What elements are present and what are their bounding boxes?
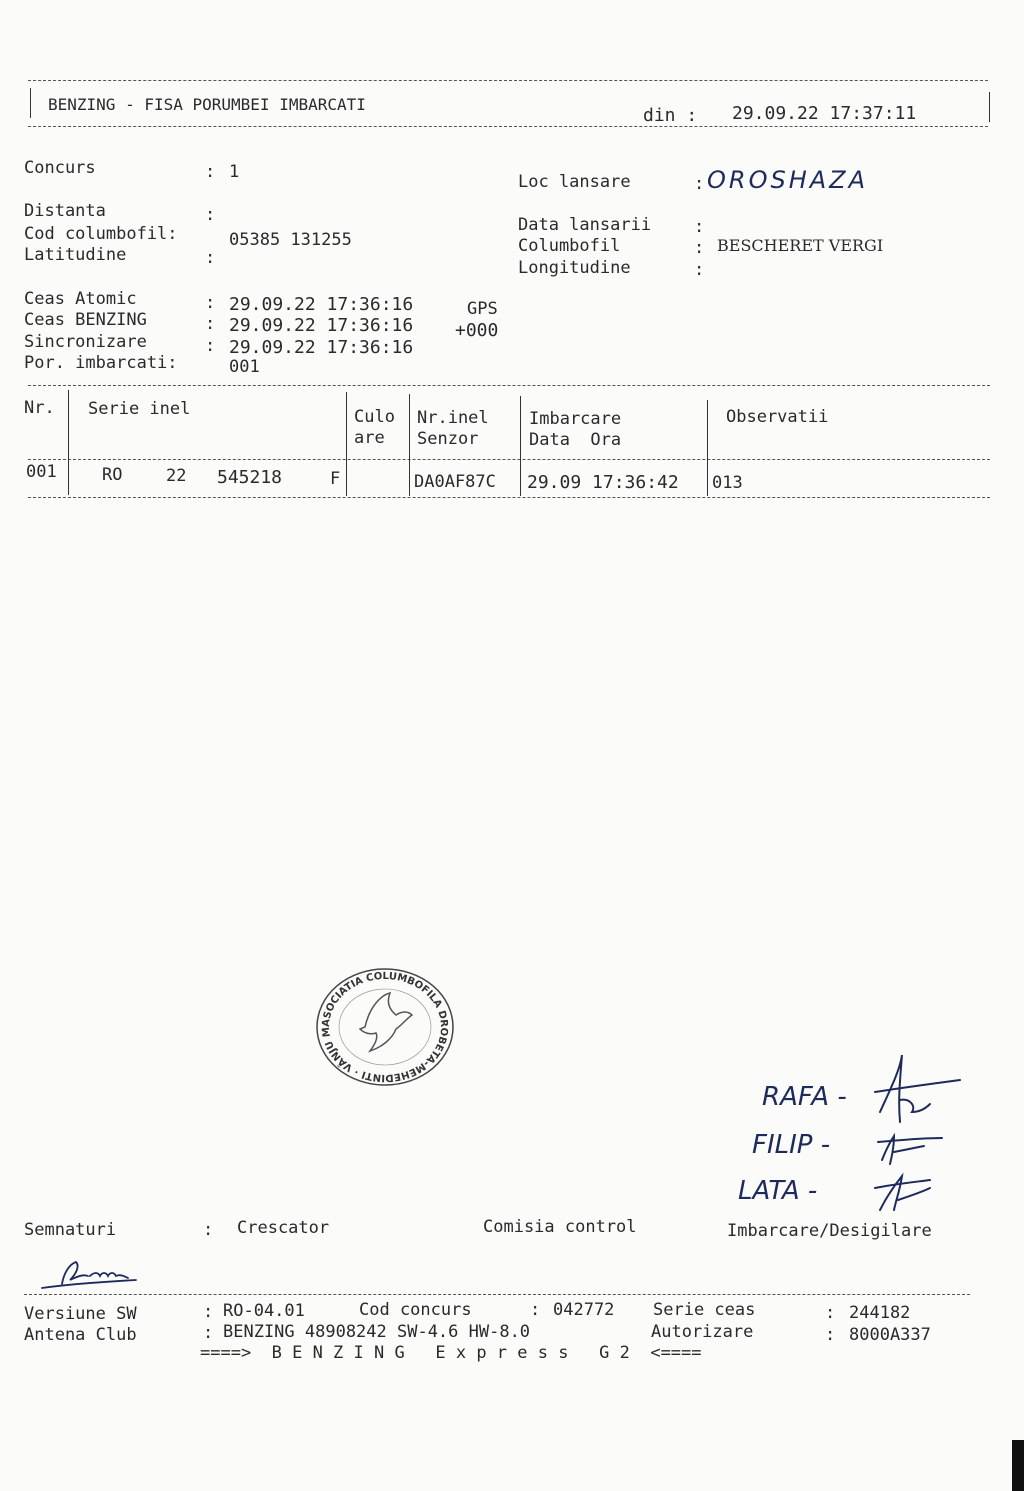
ceas-benzing-label: Ceas BENZING <box>24 310 147 330</box>
col-header-senzor: Senzor <box>417 429 479 449</box>
cod-columbofil-value: 05385 131255 <box>229 230 352 250</box>
latitudine-label: Latitudine <box>24 245 127 265</box>
svg-text:ASOCIATIA COLUMBOFILA DROBETA- <box>306 957 449 1083</box>
col-header-observatii: Observatii <box>726 407 829 427</box>
header-bottom-border <box>28 126 988 127</box>
loc-lansare-sep: : <box>694 174 705 194</box>
distanta-sep: : <box>205 205 216 225</box>
semnatura-imbarcare: Imbarcare/Desigilare <box>727 1221 932 1241</box>
header-top-border <box>28 80 988 81</box>
sincronizare-value: 29.09.22 17:36:16 <box>229 337 414 358</box>
row-country: RO <box>102 465 123 485</box>
table-col-divider <box>346 392 347 496</box>
table-col-divider <box>409 394 410 496</box>
col-header-nr-inel: Nr.inel <box>417 408 489 428</box>
ceas-atomic-label: Ceas Atomic <box>24 289 137 309</box>
versiune-sw-sep: : <box>203 1302 214 1322</box>
handwritten-initials <box>870 1050 970 1215</box>
col-header-serie: Serie inel <box>88 399 191 419</box>
cod-concurs-label: Cod concurs <box>359 1300 472 1320</box>
col-header-culoare: Culo <box>354 407 395 427</box>
versiune-sw-value: RO-04.01 <box>223 1301 305 1321</box>
table-header-border <box>28 459 990 460</box>
header-right-border <box>989 92 990 122</box>
handwritten-name-2: FILIP - <box>752 1130 831 1160</box>
semnaturi-sep: : <box>203 1220 214 1240</box>
scan-edge-artifact <box>1012 1440 1024 1491</box>
por-imbarcati-label: Por. imbarcati: <box>24 353 178 373</box>
latitudine-sep: : <box>205 248 216 268</box>
handwritten-name-1: RAFA - <box>762 1082 847 1112</box>
row-year: 22 <box>166 466 187 486</box>
longitudine-sep: : <box>694 260 705 280</box>
crescator-signature <box>40 1258 140 1294</box>
ceas-atomic-sep: : <box>205 293 216 313</box>
row-imbarcare: 29.09 17:36:42 <box>527 472 679 493</box>
sincronizare-sep: : <box>205 336 216 356</box>
benzing-express-line: ====> B E N Z I N G E x p r e s s G 2 <==== <box>200 1343 702 1363</box>
versiune-sw-label: Versiune SW <box>24 1304 137 1324</box>
antena-club-sep: : <box>203 1323 214 1343</box>
serie-ceas-label: Serie ceas <box>653 1300 756 1320</box>
semnatura-crescator: Crescator <box>237 1218 330 1238</box>
col-header-imbarcare: Imbarcare <box>529 409 622 429</box>
club-stamp <box>306 957 460 1090</box>
row-nr: 001 <box>26 462 57 482</box>
autorizare-value: 8000A337 <box>849 1325 931 1345</box>
table-bottom-border <box>28 497 990 498</box>
columbofil-value: BESCHERET VERGI <box>717 236 884 255</box>
table-top-border <box>28 385 990 386</box>
serie-ceas-value: 244182 <box>849 1303 911 1323</box>
ceas-benzing-value: 29.09.22 17:36:16 <box>229 315 414 336</box>
ceas-benzing-extra: +000 <box>455 320 499 341</box>
serie-ceas-sep: : <box>825 1303 836 1323</box>
row-senzor: DA0AF87C <box>414 472 496 492</box>
por-imbarcati-value: 001 <box>229 357 260 377</box>
table-col-divider <box>707 400 708 496</box>
header-date-value: 29.09.22 17:37:11 <box>732 103 917 124</box>
columbofil-sep: : <box>694 238 705 258</box>
data-lansarii-label: Data lansarii <box>518 215 652 235</box>
concurs-value: 1 <box>229 162 240 182</box>
data-lansarii-sep: : <box>694 217 705 237</box>
table-col-divider <box>68 390 69 495</box>
ceas-benzing-sep: : <box>205 314 216 334</box>
distanta-label: Distanta <box>24 201 106 221</box>
page-title: BENZING - FISA PORUMBEI IMBARCATI <box>48 95 366 114</box>
col-header-nr: Nr. <box>24 398 55 418</box>
row-ring: 545218 <box>217 467 283 488</box>
columbofil-label: Columbofil <box>518 236 621 256</box>
autorizare-label: Autorizare <box>651 1322 754 1342</box>
ceas-atomic-value: 29.09.22 17:36:16 <box>229 294 414 315</box>
handwritten-name-3: LATA - <box>738 1176 818 1206</box>
dove-icon <box>360 993 412 1051</box>
semnatura-comisia: Comisia control <box>483 1217 637 1237</box>
cod-concurs-sep: : <box>530 1300 541 1320</box>
row-observatii: 013 <box>712 473 743 493</box>
concurs-sep: : <box>205 162 216 182</box>
sincronizare-label: Sincronizare <box>24 332 147 352</box>
col-header-culoare-2: are <box>354 428 385 448</box>
loc-lansare-label: Loc lansare <box>518 172 631 192</box>
autorizare-sep: : <box>825 1325 836 1345</box>
footer-divider <box>24 1294 970 1295</box>
ceas-atomic-extra: GPS <box>467 299 498 319</box>
col-header-data-ora: Data Ora <box>529 430 622 450</box>
header-date-label: din : <box>643 105 698 126</box>
header-left-border <box>30 88 31 118</box>
table-col-divider <box>520 396 521 496</box>
concurs-label: Concurs <box>24 158 96 178</box>
cod-columbofil-label: Cod columbofil: <box>24 224 178 244</box>
semnaturi-label: Semnaturi <box>24 1220 117 1240</box>
antena-club-label: Antena Club <box>24 1325 137 1345</box>
antena-club-value: BENZING 48908242 SW-4.6 HW-8.0 <box>223 1322 531 1342</box>
cod-concurs-value: 042772 <box>553 1300 615 1320</box>
longitudine-label: Longitudine <box>518 258 631 278</box>
stamp-text: ASOCIATIA COLUMBOFILA DROBETA-MEHEDINTI · VÂNJU MARE · <box>306 957 450 1084</box>
loc-lansare-value: OROSHAZA <box>707 166 869 194</box>
row-sex: F <box>330 469 341 489</box>
